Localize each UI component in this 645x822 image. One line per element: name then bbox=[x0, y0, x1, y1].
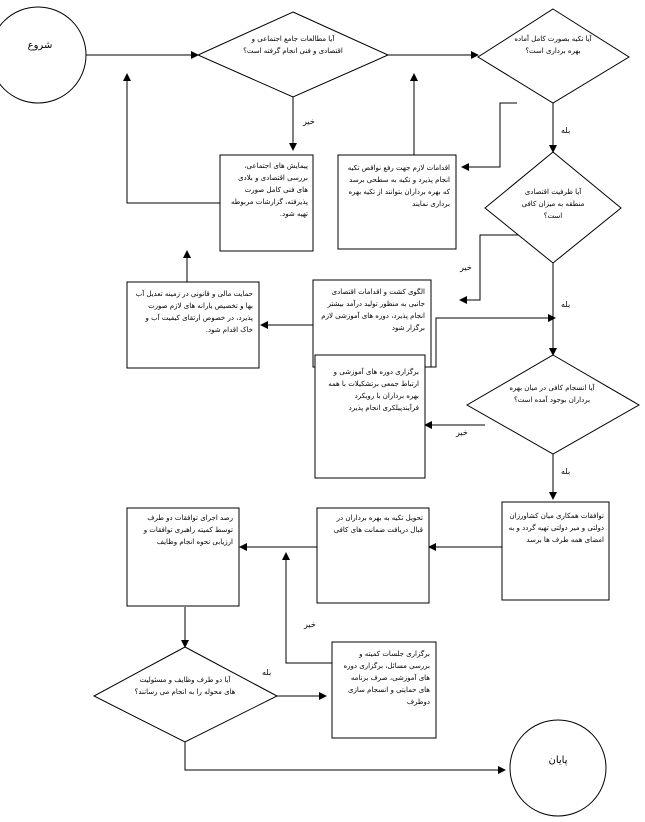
decision-duties-label: آیا دو طرف وظایف و مسئولیت های محوله را به انجام می رسانند؟ bbox=[134, 676, 236, 696]
box-surveys-label: پیمایش های اجتماعی، بررسی اقتصادی و بلادی های فنی کامل صورت پذیرفته، گزارشات مربوطه تهیه شود. bbox=[231, 162, 308, 218]
decision-cohesion-label: آیا انسجام کافی در میان بهره برداران بوجود آمده است؟ bbox=[509, 384, 595, 404]
decision-ready-label: آیا تکیه بصورت کامل آماده بهره برداری است؟ bbox=[514, 35, 592, 55]
label-yes-capacity: بله bbox=[561, 300, 571, 309]
label-yes-duties: بله bbox=[262, 668, 272, 677]
label-no-cohesion: خیر bbox=[456, 428, 468, 437]
box-meetings-label: برگزاری جلسات کمیته و بررسی مسائل، برگزاری دوره های آموزشی، صرف برنامه های حمایتی و انسجام سازی دوطرف bbox=[343, 650, 430, 706]
end-terminal bbox=[510, 720, 606, 816]
decision-capacity-label: آیا ظرفیت اقتصادی منطقه به میزان کافی است؟ bbox=[521, 188, 585, 220]
box-financial-support-label: حمایت مالی و قانونی در زمینه تعدیل آب بها و تخصیص یارانه های لازم صورت پذیرد، در خصوص ارتقای کیفیت آب و خاک اقدام شود. bbox=[135, 290, 253, 334]
box-monitoring-label: رصد اجرای توافقات دو طرف توسط کمیته راهبری توافقات و ارزیابی نحوه انجام وظایف bbox=[143, 514, 233, 546]
label-no-capacity: خیر bbox=[460, 263, 472, 272]
box-agreements-label: توافقات همکاری میان کشاورزان دولتی و میر دولتی تهیه گردد و به امضای همه طرف ها برسد bbox=[508, 512, 604, 544]
start-terminal bbox=[0, 7, 86, 103]
label-no-duties: خیر bbox=[304, 620, 316, 629]
decision-studies-label: آیا مطالعات جامع اجتماعی و اقتصادی و فنی انجام گرفته است؟ bbox=[243, 35, 343, 55]
box-cropping-pattern-label: الگوی کشت و اقدامات اقتصادی جانبی به منظور تولید درآمد بیشتر انجام پذیرد، دوره های آموزشی لازم برگزار شود bbox=[321, 288, 425, 332]
box-handover-label: تحویل تکیه به بهره برداران در قبال دریافت ضمانت های کافی bbox=[333, 514, 423, 534]
end-label: پایان bbox=[548, 755, 568, 766]
edge-d2-b2 bbox=[462, 103, 517, 167]
box-fix-deficits-label: اقدامات لازم جهت رفع نواقص تکیه انجام پذیرد و تکیه به سطحی برسد که بهره برداران بتوانند از تکیه بهره برداری نمایند bbox=[347, 164, 450, 208]
edge-b5-merge bbox=[425, 318, 555, 367]
label-no-studies: خیر bbox=[303, 117, 315, 126]
edge-d5-end bbox=[185, 742, 505, 770]
label-yes-ready: بله bbox=[561, 126, 571, 135]
box-training-label: برگزاری دوره های آموزشی و ارتباط جمعی برتشکیلات با همه بهره برداران با رویکرد فرآیندپیلکری انجام پذیرد bbox=[328, 368, 419, 412]
label-yes-cohesion: بله bbox=[561, 467, 571, 476]
edge-b1-loop bbox=[127, 74, 220, 203]
start-label: شروع bbox=[27, 40, 53, 51]
